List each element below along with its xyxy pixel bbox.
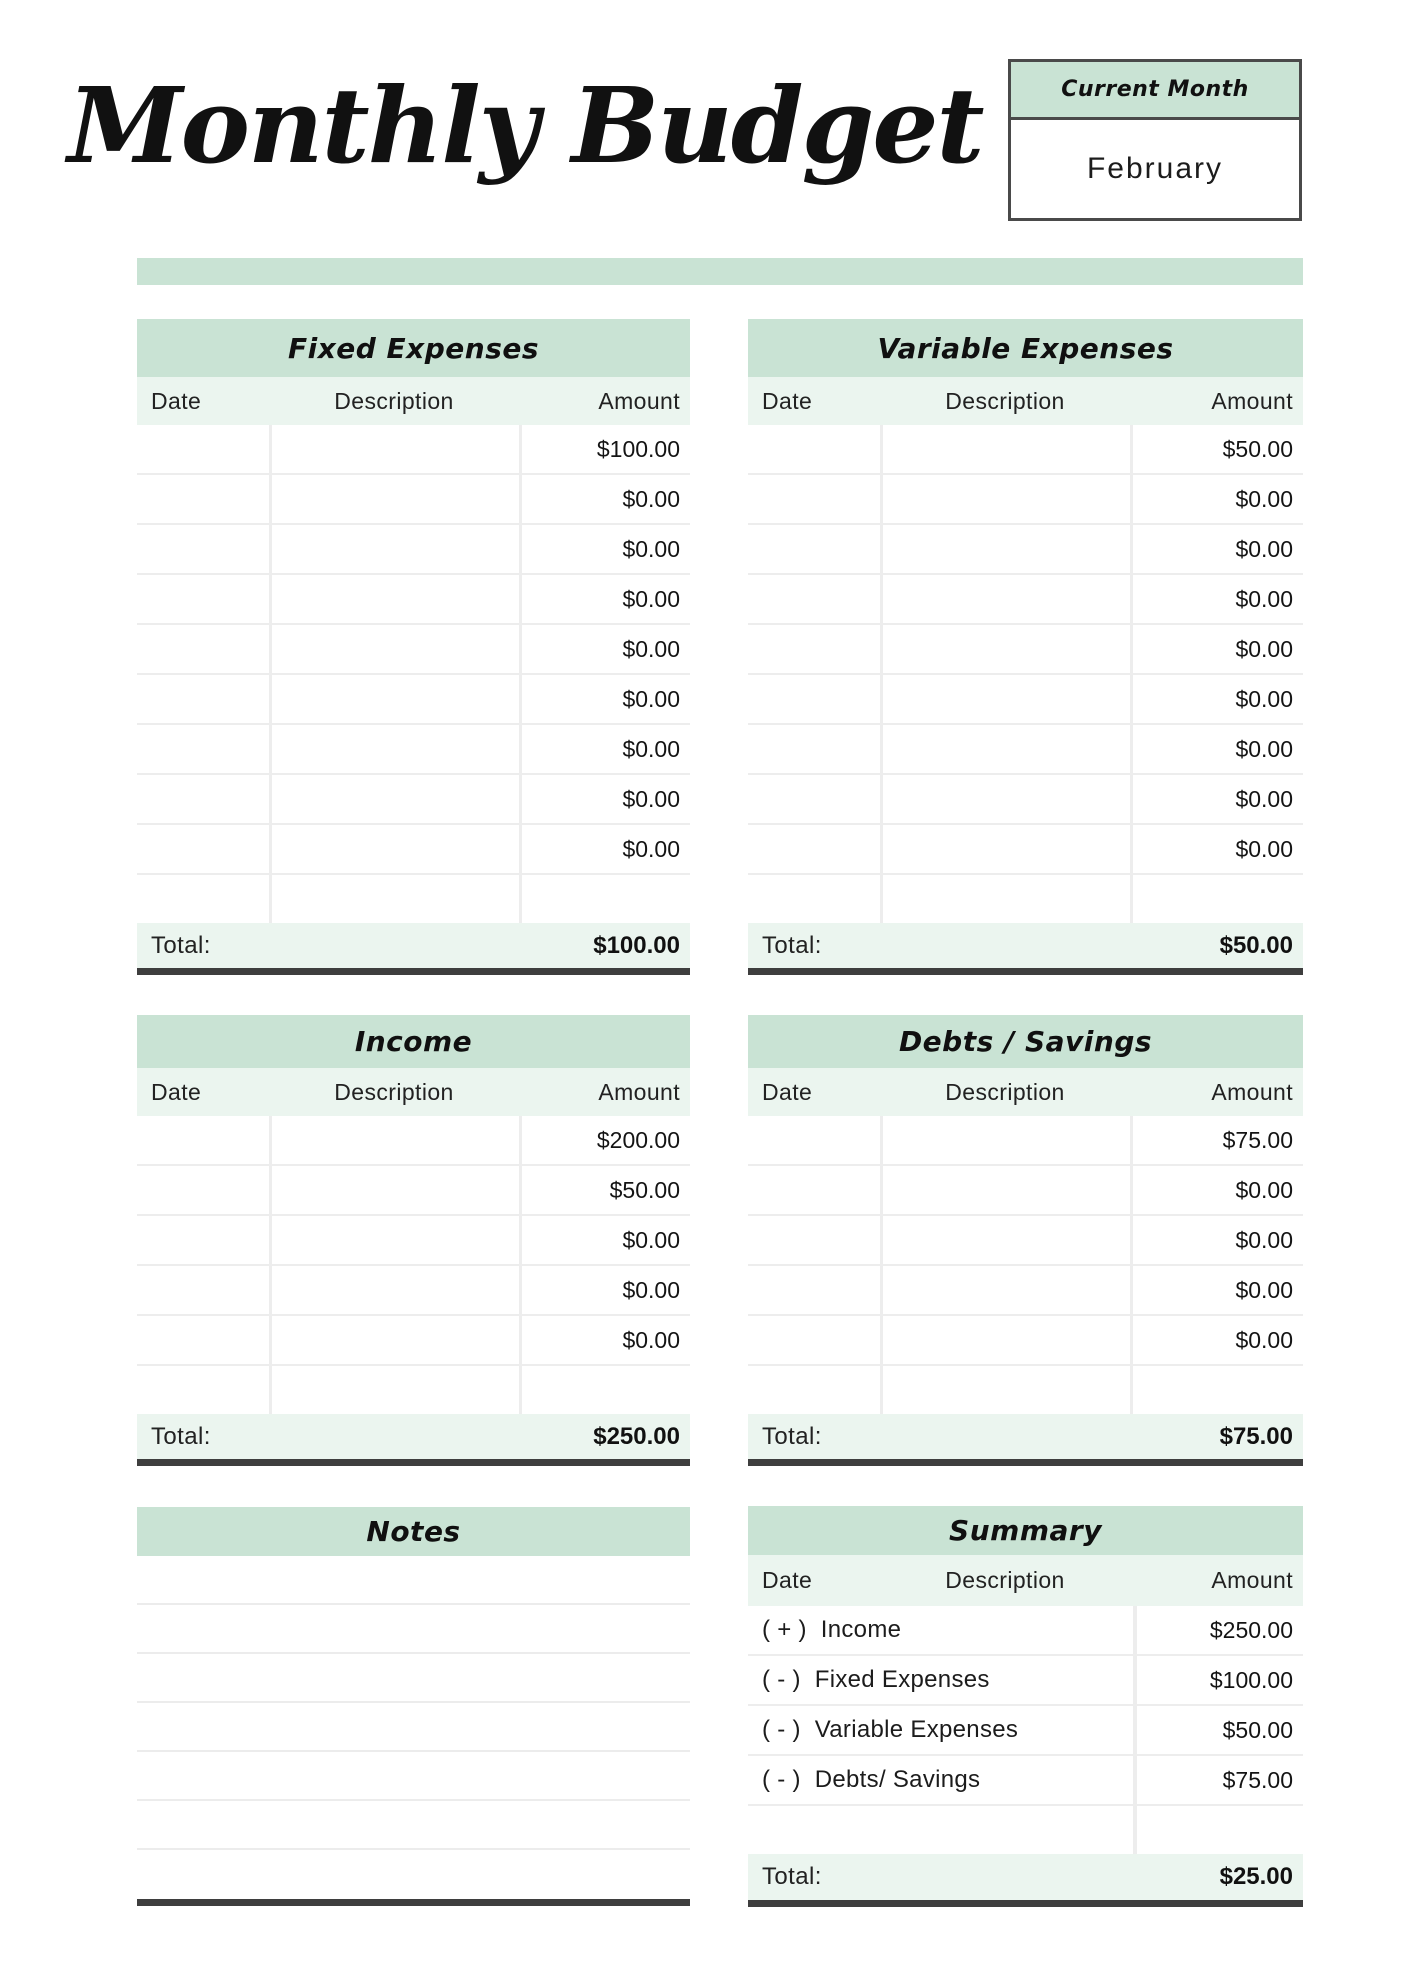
debts-total-value: $75.00 (1219, 1422, 1293, 1450)
amount-cell[interactable]: $0.00 (522, 575, 690, 623)
total-label: Total: (762, 931, 822, 959)
amount-cell[interactable]: $0.00 (1133, 825, 1303, 873)
amount-cell[interactable]: $0.00 (522, 475, 690, 523)
notes-section (137, 1507, 690, 1906)
amount-cell[interactable]: $50.00 (1133, 425, 1303, 473)
fixed-expenses-title: Fixed Expenses (137, 319, 690, 377)
description-cell[interactable] (883, 1366, 1130, 1414)
total-label: Total: (151, 931, 211, 959)
fixed-total-row (137, 923, 690, 968)
summary-total-value: $25.00 (1219, 1863, 1293, 1890)
amount-cell[interactable]: $0.00 (522, 775, 690, 823)
description-cell[interactable] (883, 775, 1130, 823)
description-cell[interactable] (272, 575, 519, 623)
notes-lines (137, 1556, 690, 1899)
fixed-column-headers (137, 377, 690, 425)
summary-row-label: ( + ) Income (748, 1606, 1133, 1654)
date-cell[interactable] (137, 575, 269, 623)
variable-column-headers (748, 377, 1303, 425)
income-total-row (137, 1414, 690, 1459)
income-total-value: $250.00 (593, 1422, 680, 1450)
variable-expenses-rows (748, 425, 1303, 923)
description-cell[interactable] (883, 625, 1130, 673)
debts-savings-table (748, 1015, 1303, 1466)
description-cell[interactable] (883, 1116, 1130, 1164)
date-cell[interactable] (748, 675, 880, 723)
date-column-header: Date (151, 387, 202, 414)
description-cell[interactable] (272, 875, 519, 923)
amount-column-header: Amount (1211, 387, 1293, 414)
date-cell[interactable] (137, 625, 269, 673)
date-cell[interactable] (137, 425, 269, 473)
date-cell[interactable] (137, 475, 269, 523)
description-cell[interactable] (883, 525, 1130, 573)
summary-row-label (748, 1806, 1133, 1854)
date-cell[interactable] (748, 1266, 880, 1314)
description-cell[interactable] (883, 675, 1130, 723)
section-bottom-border (137, 1899, 690, 1906)
note-line[interactable] (137, 1556, 690, 1605)
note-line[interactable] (137, 1752, 690, 1801)
summary-row-label: ( - ) Debts/ Savings (748, 1756, 1133, 1804)
date-cell[interactable] (137, 675, 269, 723)
description-cell[interactable] (272, 1316, 519, 1364)
current-month-label: Current Month (1011, 62, 1299, 120)
date-cell[interactable] (748, 1316, 880, 1364)
date-cell[interactable] (748, 1166, 880, 1214)
section-bottom-border (748, 1459, 1303, 1466)
date-cell[interactable] (137, 825, 269, 873)
amount-cell[interactable]: $75.00 (1133, 1116, 1303, 1164)
amount-cell[interactable]: $0.00 (522, 1266, 690, 1314)
amount-column-header: Amount (598, 387, 680, 414)
amount-cell[interactable]: $100.00 (522, 425, 690, 473)
total-label: Total: (762, 1422, 822, 1450)
date-cell[interactable] (748, 775, 880, 823)
note-line[interactable] (137, 1850, 690, 1899)
amount-cell[interactable] (522, 875, 690, 923)
description-cell[interactable] (883, 1316, 1130, 1364)
description-cell[interactable] (272, 825, 519, 873)
summary-row-amount: $250.00 (1137, 1606, 1303, 1654)
description-cell[interactable] (272, 1266, 519, 1314)
variable-total-value: $50.00 (1219, 931, 1293, 959)
date-cell[interactable] (748, 1116, 880, 1164)
description-cell[interactable] (272, 1216, 519, 1264)
debts-savings-rows (748, 1116, 1303, 1414)
date-cell[interactable] (748, 1216, 880, 1264)
summary-row-amount: $100.00 (1137, 1656, 1303, 1704)
amount-cell[interactable]: $0.00 (522, 1316, 690, 1364)
amount-cell[interactable]: $0.00 (522, 1216, 690, 1264)
description-column-header: Description (334, 1078, 454, 1105)
debts-savings-title: Debts / Savings (748, 1015, 1303, 1068)
note-line[interactable] (137, 1801, 690, 1850)
date-cell[interactable] (748, 425, 880, 473)
debts-column-headers (748, 1068, 1303, 1116)
description-cell[interactable] (883, 425, 1130, 473)
amount-cell[interactable]: $50.00 (522, 1166, 690, 1214)
description-cell[interactable] (883, 475, 1130, 523)
description-cell[interactable] (883, 825, 1130, 873)
fixed-total-value: $100.00 (593, 931, 680, 959)
description-column-header: Description (945, 1567, 1065, 1593)
amount-cell[interactable]: $0.00 (1133, 525, 1303, 573)
summary-table (748, 1506, 1303, 1907)
amount-cell[interactable]: $0.00 (522, 525, 690, 573)
description-column-header: Description (945, 1078, 1065, 1105)
description-cell[interactable] (272, 625, 519, 673)
date-column-header: Date (762, 1567, 813, 1593)
date-cell[interactable] (137, 725, 269, 773)
summary-row-amount (1137, 1806, 1303, 1854)
date-column-header: Date (762, 387, 813, 414)
note-line[interactable] (137, 1605, 690, 1654)
amount-column-header: Amount (598, 1078, 680, 1105)
amount-cell[interactable]: $0.00 (522, 625, 690, 673)
summary-title: Summary (748, 1506, 1303, 1555)
notes-title: Notes (137, 1507, 690, 1556)
date-cell[interactable] (748, 575, 880, 623)
description-cell[interactable] (883, 1266, 1130, 1314)
date-cell[interactable] (137, 775, 269, 823)
description-cell[interactable] (272, 725, 519, 773)
total-label: Total: (151, 1422, 211, 1450)
amount-cell[interactable]: $0.00 (522, 725, 690, 773)
amount-cell[interactable]: $0.00 (522, 825, 690, 873)
income-rows (137, 1116, 690, 1414)
summary-row-amount: $75.00 (1137, 1756, 1303, 1804)
current-month-value[interactable]: February (1086, 152, 1224, 185)
amount-cell[interactable]: $0.00 (1133, 575, 1303, 623)
description-cell[interactable] (272, 425, 519, 473)
date-cell[interactable] (748, 725, 880, 773)
date-cell[interactable] (748, 825, 880, 873)
description-cell[interactable] (272, 525, 519, 573)
description-cell[interactable] (883, 875, 1130, 923)
description-cell[interactable] (272, 1116, 519, 1164)
date-column-header: Date (762, 1078, 813, 1105)
variable-total-row (748, 923, 1303, 968)
date-cell[interactable] (748, 625, 880, 673)
amount-cell[interactable]: $0.00 (1133, 725, 1303, 773)
fixed-expenses-rows (137, 425, 690, 923)
date-column-header: Date (151, 1078, 202, 1105)
date-cell[interactable] (748, 875, 880, 923)
amount-cell[interactable]: $0.00 (1133, 1266, 1303, 1314)
amount-cell[interactable] (1133, 1366, 1303, 1414)
amount-cell[interactable]: $0.00 (1133, 675, 1303, 723)
description-cell[interactable] (272, 675, 519, 723)
date-cell[interactable] (748, 525, 880, 573)
description-cell[interactable] (272, 475, 519, 523)
current-month-box (1008, 59, 1302, 221)
total-label: Total: (762, 1863, 822, 1890)
section-bottom-border (748, 1900, 1303, 1907)
summary-row-label: ( - ) Fixed Expenses (748, 1656, 1133, 1704)
date-cell[interactable] (137, 1266, 269, 1314)
amount-cell[interactable]: $0.00 (1133, 625, 1303, 673)
debts-total-row (748, 1414, 1303, 1459)
date-cell[interactable] (137, 1166, 269, 1214)
description-cell[interactable] (272, 1166, 519, 1214)
amount-cell[interactable]: $0.00 (522, 675, 690, 723)
date-cell[interactable] (137, 1316, 269, 1364)
section-bottom-border (748, 968, 1303, 975)
section-bottom-border (137, 968, 690, 975)
description-cell[interactable] (883, 725, 1130, 773)
date-cell[interactable] (748, 475, 880, 523)
variable-expenses-title: Variable Expenses (748, 319, 1303, 377)
summary-row-label: ( - ) Variable Expenses (748, 1706, 1133, 1754)
date-cell[interactable] (137, 1366, 269, 1414)
amount-column-header: Amount (1211, 1567, 1293, 1593)
amount-column-header: Amount (1211, 1078, 1293, 1105)
amount-cell[interactable] (522, 1366, 690, 1414)
description-cell[interactable] (272, 1366, 519, 1414)
income-table (137, 1015, 690, 1466)
description-cell[interactable] (272, 775, 519, 823)
variable-expenses-table (748, 319, 1303, 975)
description-column-header: Description (945, 387, 1065, 414)
income-title: Income (137, 1015, 690, 1068)
divider-bar (137, 258, 1303, 285)
amount-cell[interactable]: $0.00 (1133, 1216, 1303, 1264)
amount-cell[interactable] (1133, 875, 1303, 923)
note-line[interactable] (137, 1654, 690, 1703)
amount-cell[interactable]: $0.00 (1133, 1166, 1303, 1214)
income-column-headers (137, 1068, 690, 1116)
date-cell[interactable] (748, 1366, 880, 1414)
date-cell[interactable] (137, 1116, 269, 1164)
date-cell[interactable] (137, 525, 269, 573)
description-column-header: Description (334, 387, 454, 414)
date-cell[interactable] (137, 1216, 269, 1264)
section-bottom-border (137, 1459, 690, 1466)
fixed-expenses-table (137, 319, 690, 975)
summary-row-amount: $50.00 (1137, 1706, 1303, 1754)
amount-cell[interactable]: $0.00 (1133, 475, 1303, 523)
description-cell[interactable] (883, 1166, 1130, 1214)
amount-cell[interactable]: $200.00 (522, 1116, 690, 1164)
description-cell[interactable] (883, 575, 1130, 623)
summary-total-row (748, 1854, 1303, 1900)
summary-rows (748, 1606, 1303, 1854)
note-line[interactable] (137, 1703, 690, 1752)
date-cell[interactable] (137, 875, 269, 923)
page-title: Monthly Budget (67, 63, 983, 187)
summary-column-headers (748, 1555, 1303, 1606)
amount-cell[interactable]: $0.00 (1133, 1316, 1303, 1364)
amount-cell[interactable]: $0.00 (1133, 775, 1303, 823)
description-cell[interactable] (883, 1216, 1130, 1264)
